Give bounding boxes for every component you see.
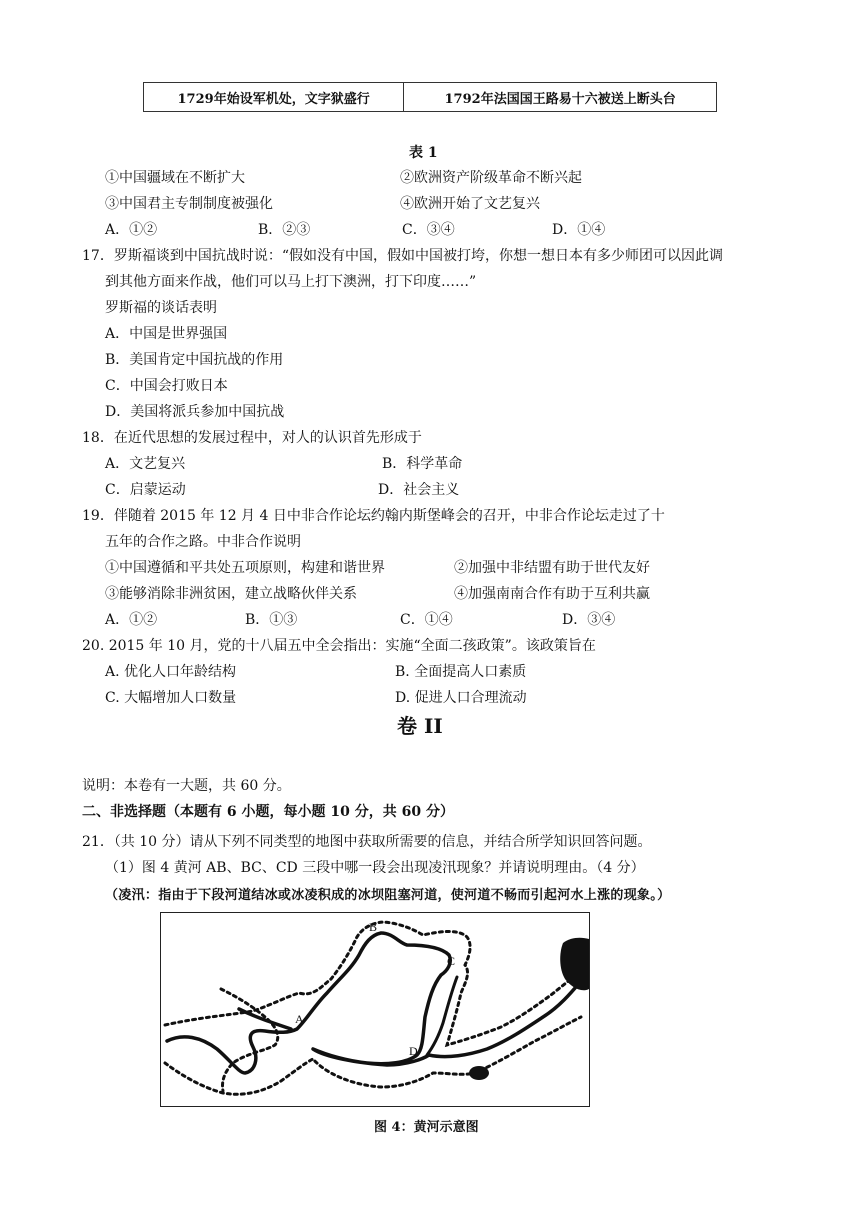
q19-stem-line-2: 五年的合作之路。中非合作说明: [105, 534, 301, 550]
q19-choice-d: D．③④: [562, 612, 616, 628]
q17-stem-line-1: 17．罗斯福谈到中国抗战时说：“假如没有中国，假如中国被打垮，你想一想日本有多少师团可以因此调: [82, 248, 723, 264]
q17-choice-c: C．中国会打败日本: [105, 378, 228, 394]
q20-choice-d: D. 促进人口合理流动: [395, 690, 527, 706]
yellow-river-tributary: [239, 1009, 291, 1029]
yellow-river-map: [160, 912, 590, 1107]
q18-choice-c: C．启蒙运动: [105, 482, 186, 498]
q19-stem-line-1: 19．伴随着 2015 年 12 月 4 日中非合作论坛约翰内斯堡峰会的召开，中非合作论坛走过了十: [82, 508, 665, 524]
q16-choice-a: A．①②: [105, 222, 158, 238]
q19-choice-b: B．①③: [245, 612, 298, 628]
section-note: 说明：本卷有一大题，共 60 分。: [82, 778, 291, 794]
q16-choice-c: C．③④: [402, 222, 455, 238]
q16-choice-b: B．②③: [258, 222, 311, 238]
q16-choice-d: D．①④: [552, 222, 606, 238]
lake-area: [469, 1066, 489, 1080]
table-cell: 1792年法国国王路易十六被送上断头台: [404, 83, 717, 112]
q16-option-3: ③中国君主专制制度被强化: [105, 196, 273, 212]
q21-sub-question-1: （1）图 4 黄河 AB、BC、CD 三段中哪一段会出现凌汛现象？并请说明理由。（4 分）: [105, 860, 645, 876]
basin-boundary-south: [165, 1017, 581, 1094]
q16-option-1: ①中国疆域在不断扩大: [105, 170, 245, 186]
q19-option-2: ②加强中非结盟有助于世代友好: [454, 560, 650, 576]
q21-note: （凌汛：指由于下段河道结冰或冰凌积成的冰坝阻塞河道，使河道不畅而引起河水上涨的现象。）: [105, 888, 671, 903]
map-label-d: D: [409, 1044, 418, 1058]
table-caption: 表 1: [409, 145, 438, 161]
q21-stem: 21．（共 10 分）请从下列不同类型的地图中获取所需要的信息，并结合所学知识回答问题。: [82, 834, 652, 850]
q17-choice-b: B．美国肯定中国抗战的作用: [105, 352, 284, 368]
q17-stem-line-2: 到其他方面来作战，他们可以马上打下澳洲，打下印度……”: [105, 274, 477, 290]
table-cell: 1729年始设军机处，文字狱盛行: [144, 83, 404, 112]
map-caption: 图 4：黄河示意图: [374, 1120, 479, 1135]
q18-choice-a: A．文艺复兴: [105, 456, 186, 472]
q19-choice-a: A．①②: [105, 612, 158, 628]
basin-boundary: [165, 922, 581, 1045]
q19-choice-c: C．①④: [400, 612, 453, 628]
map-label-c: C: [447, 954, 456, 968]
q17-choice-d: D．美国将派兵参加中国抗战: [105, 404, 285, 420]
q20-choice-a: A. 优化人口年龄结构: [105, 664, 237, 680]
q20-choice-c: C. 大幅增加人口数量: [105, 690, 237, 706]
yellow-river-mainstream: [167, 933, 581, 1073]
q19-option-1: ①中国遵循和平共处五项原则，构建和谐世界: [105, 560, 385, 576]
q19-option-3: ③能够消除非洲贫困，建立战略伙伴关系: [105, 586, 357, 602]
q17-stem: 罗斯福的谈话表明: [105, 300, 217, 316]
yellow-river-map-drawing: [161, 913, 589, 1106]
map-label-a: A: [295, 1012, 304, 1026]
section-heading: 二、非选择题（本题有 6 小题，每小题 10 分，共 60 分）: [82, 804, 454, 820]
map-label-b: B: [369, 920, 378, 934]
q20-choice-b: B. 全面提高人口素质: [395, 664, 527, 680]
q18-choice-b: B．科学革命: [382, 456, 463, 472]
q19-option-4: ④加强南南合作有助于互利共赢: [454, 586, 650, 602]
q20-stem: 20. 2015 年 10 月，党的十八届五中全会指出：实施“全面二孩政策”。该政策旨在: [82, 638, 596, 654]
table-1: [143, 82, 717, 112]
q16-option-4: ④欧洲开始了文艺复兴: [400, 196, 540, 212]
q16-option-2: ②欧洲资产阶级革命不断兴起: [400, 170, 582, 186]
q18-stem: 18．在近代思想的发展过程中，对人的认识首先形成于: [82, 430, 422, 446]
q18-choice-d: D．社会主义: [378, 482, 460, 498]
section-title: 卷 II: [397, 714, 443, 738]
q17-choice-a: A．中国是世界强国: [105, 326, 228, 342]
